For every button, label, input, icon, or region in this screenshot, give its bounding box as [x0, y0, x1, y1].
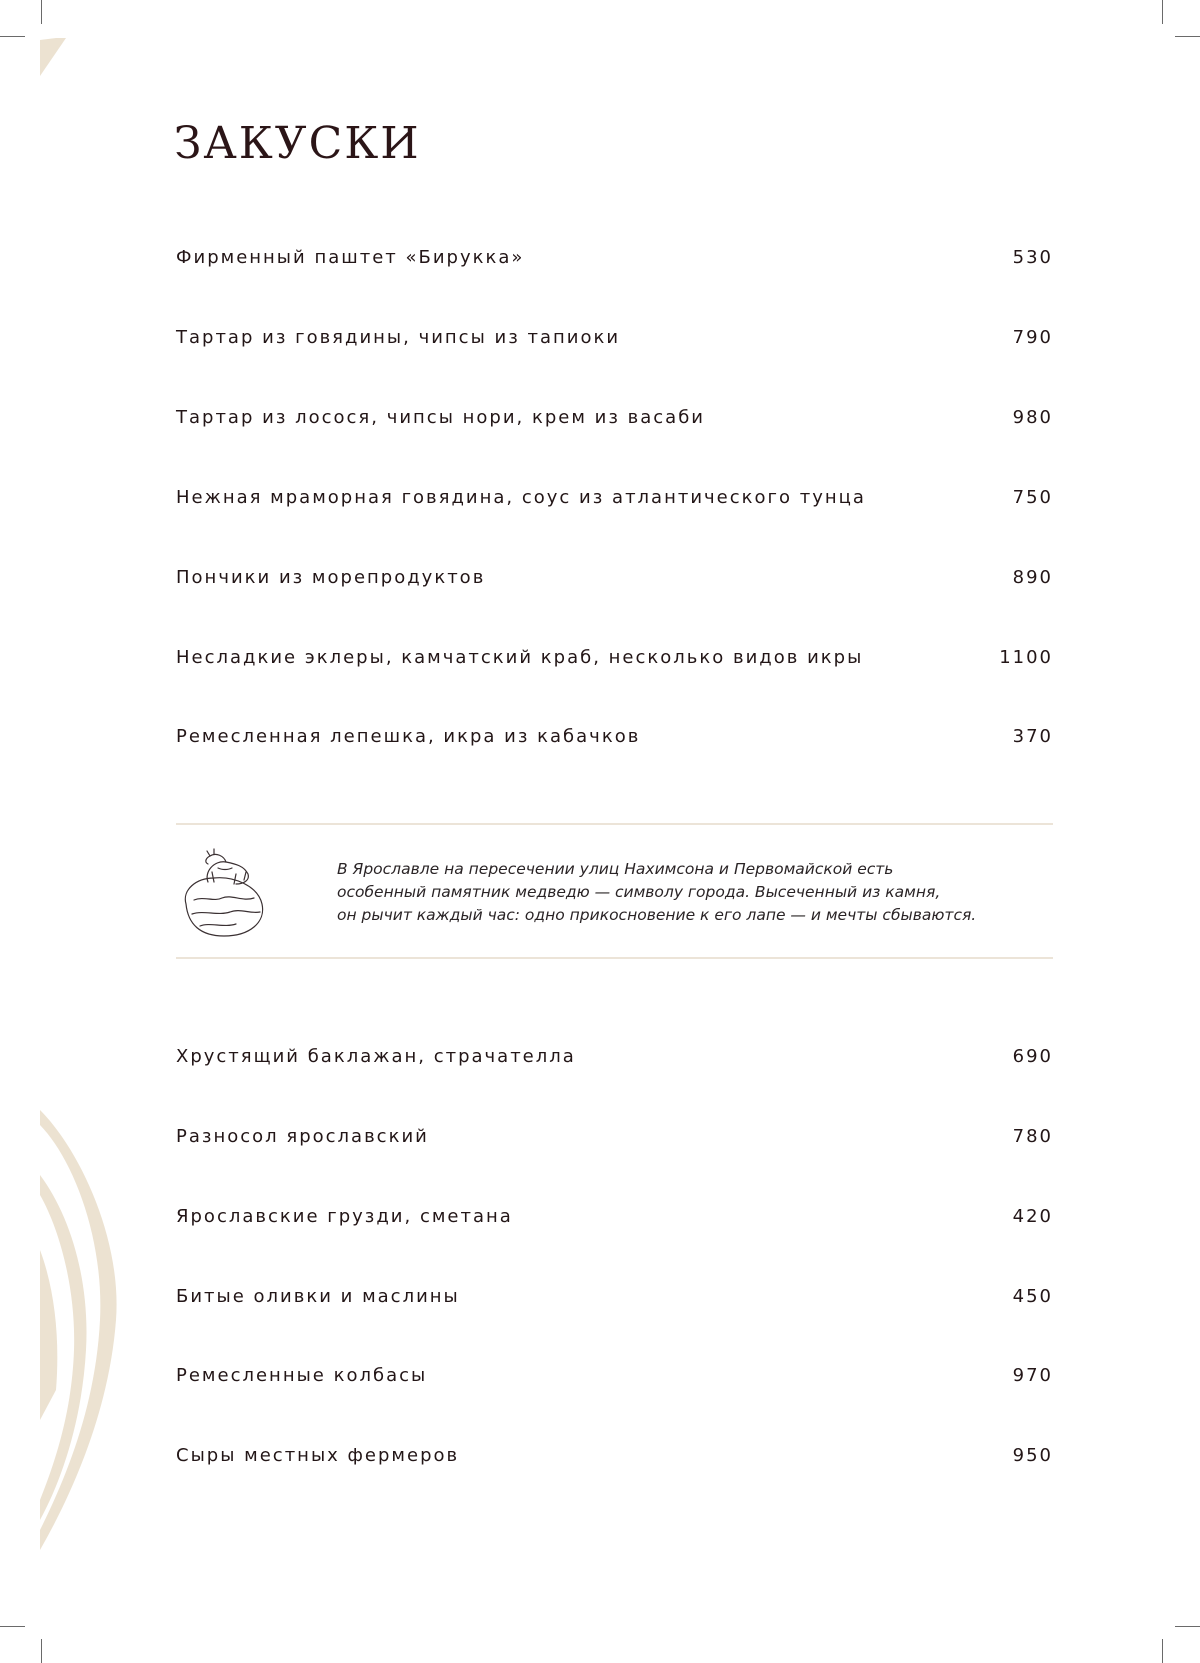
menu-item: [176, 642, 1053, 672]
note-line: особенный памятник медведю — символу города. Высеченный из камня,: [337, 883, 941, 901]
menu-item: [176, 322, 1053, 352]
crop-mark: [1175, 36, 1200, 37]
menu-item: [176, 1121, 1053, 1151]
menu-item-price: 370: [1012, 725, 1053, 747]
menu-item: [176, 1281, 1053, 1311]
crop-mark: [1175, 1626, 1200, 1627]
menu-item-name: Сыры местных фермеров: [176, 1444, 460, 1466]
decorative-swirl: [0, 0, 140, 1663]
divider-bottom: [176, 957, 1053, 959]
menu-item-price: 1100: [999, 646, 1053, 668]
menu-item-name: Пончики из морепродуктов: [176, 566, 486, 588]
crop-mark: [1162, 0, 1163, 24]
menu-item-name: Ярославские грузди, сметана: [176, 1205, 513, 1227]
menu-item: [176, 721, 1053, 751]
menu-item-price: 750: [1012, 486, 1053, 508]
menu-item-name: Битые оливки и маслины: [176, 1285, 460, 1307]
menu-item: [176, 402, 1053, 432]
menu-item-price: 690: [1012, 1045, 1053, 1067]
menu-item-name: Хрустящий баклажан, страчателла: [176, 1045, 576, 1067]
menu-item: [176, 562, 1053, 592]
menu-item-name: Разносол ярославский: [176, 1125, 429, 1147]
note-line: он рычит каждый час: одно прикосновение к его лапе — и мечты сбываются.: [337, 906, 977, 924]
menu-item-name: Фирменный паштет «Бирукка»: [176, 246, 525, 268]
menu-item: [176, 1360, 1053, 1390]
menu-item: [176, 1201, 1053, 1231]
menu-item-name: Тартар из лосося, чипсы нори, крем из васаби: [176, 406, 706, 428]
bear-on-rock-icon: [174, 842, 270, 942]
menu-item: [176, 242, 1053, 272]
menu-item-name: Ремесленная лепешка, икра из кабачков: [176, 725, 641, 747]
menu-item-price: 450: [1012, 1285, 1053, 1307]
menu-item-price: 780: [1012, 1125, 1053, 1147]
menu-item-price: 950: [1012, 1444, 1053, 1466]
divider-top: [176, 823, 1053, 825]
menu-item-price: 420: [1012, 1205, 1053, 1227]
section-title: ЗАКУСКИ: [174, 118, 421, 169]
menu-item: [176, 1041, 1053, 1071]
menu-item-name: Несладкие эклеры, камчатский краб, несколько видов икры: [176, 646, 864, 668]
menu-item: [176, 482, 1053, 512]
menu-item-price: 890: [1012, 566, 1053, 588]
menu-item: [176, 1440, 1053, 1470]
bear-legend-note: [337, 858, 1057, 927]
note-line: В Ярославле на пересечении улиц Нахимсона и Первомайской есть: [337, 860, 894, 878]
menu-item-price: 790: [1012, 326, 1053, 348]
menu-item-name: Нежная мраморная говядина, соус из атлантического тунца: [176, 486, 866, 508]
menu-item-price: 530: [1012, 246, 1053, 268]
menu-item-price: 970: [1012, 1364, 1053, 1386]
crop-mark: [1162, 1639, 1163, 1663]
menu-item-name: Ремесленные колбасы: [176, 1364, 428, 1386]
menu-item-price: 980: [1012, 406, 1053, 428]
menu-item-name: Тартар из говядины, чипсы из тапиоки: [176, 326, 621, 348]
